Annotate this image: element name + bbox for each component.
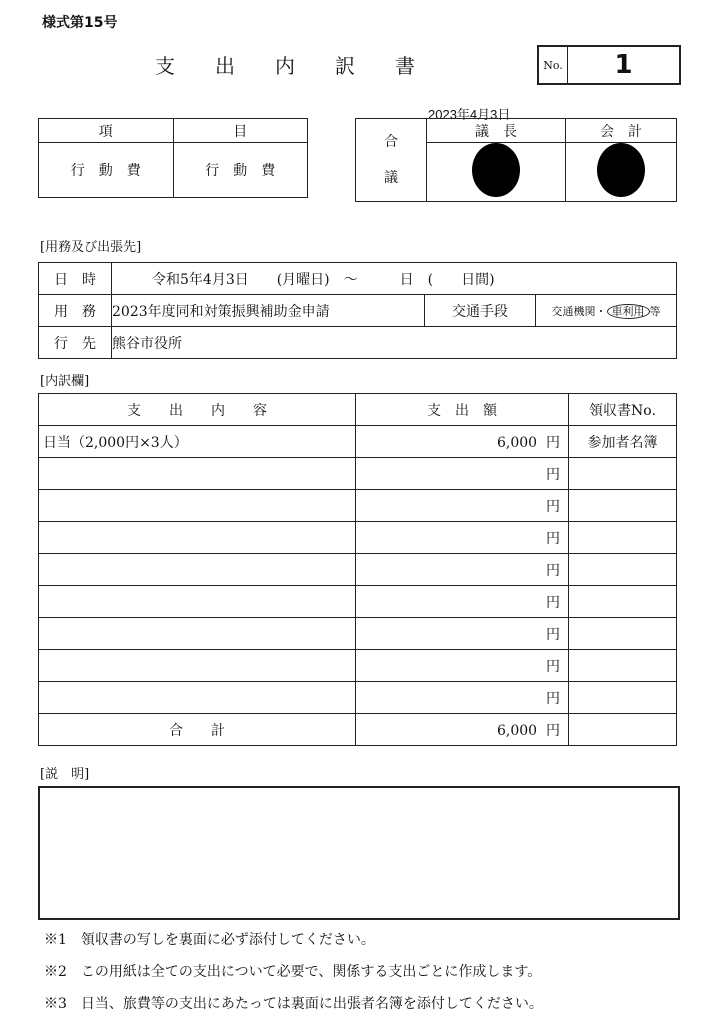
title-char: 書 <box>395 54 415 78</box>
transport-option-etc: 等 <box>649 304 661 318</box>
detail-row <box>39 426 677 458</box>
transport-options <box>536 295 677 327</box>
detail-unit: 円 <box>546 562 560 579</box>
title-char: 内 <box>275 54 295 78</box>
role-accounting: 会 計 <box>566 119 677 143</box>
detail-amount-cell <box>356 426 569 458</box>
transport-label: 交通手段 <box>425 295 536 327</box>
note-3: ※3 日当、旅費等の支出にあたっては裏面に出張者名簿を添付してください。 <box>44 996 543 1012</box>
detail-header-content: 支 出 内 容 <box>39 394 356 426</box>
detail-row <box>39 618 677 650</box>
datetime-value: 令和5年4月3日 (月曜日) ～ 日 ( 日間) <box>112 263 677 295</box>
detail-amount-cell <box>356 554 569 586</box>
destination-label: 行 先 <box>39 327 112 359</box>
document-title <box>155 50 455 79</box>
detail-content: 日当（2,000円×3人） <box>39 426 356 458</box>
detail-unit: 円 <box>546 658 560 675</box>
total-label: 合 計 <box>39 714 356 746</box>
total-unit: 円 <box>546 722 560 739</box>
title-char: 支 <box>155 54 175 78</box>
detail-content <box>39 554 356 586</box>
detail-amount-cell <box>356 522 569 554</box>
role-chair: 議 長 <box>427 119 566 143</box>
approval-date: 2023年4月3日 <box>428 107 511 122</box>
number-box <box>537 45 681 85</box>
approval-side-label-2: 議 <box>384 170 398 186</box>
detail-row <box>39 650 677 682</box>
detail-content <box>39 618 356 650</box>
detail-amount-cell <box>356 586 569 618</box>
note-2: ※2 この用紙は全ての支出について必要で、関係する支出ごとに作成します。 <box>44 964 542 980</box>
detail-receipt <box>569 682 677 714</box>
detail-unit: 円 <box>546 466 560 483</box>
detail-amount-cell <box>356 490 569 522</box>
detail-row <box>39 682 677 714</box>
trip-table <box>38 262 677 359</box>
detail-receipt <box>569 586 677 618</box>
category-value-kou: 行 動 費 <box>39 143 174 198</box>
detail-header-amount: 支 出 額 <box>356 394 569 426</box>
chair-seal-icon <box>472 143 520 197</box>
approval-side-label-1: 合 <box>384 134 398 150</box>
explanation-heading: [説 明] <box>40 767 90 782</box>
detail-content <box>39 650 356 682</box>
transport-option-car-selected: 車利用 <box>607 304 650 319</box>
transport-option-public: 交通機関・ <box>551 304 607 318</box>
detail-receipt <box>569 554 677 586</box>
title-char: 出 <box>215 54 235 78</box>
category-header-moku: 目 <box>173 119 308 143</box>
detail-unit: 円 <box>546 530 560 547</box>
detail-section-heading: [内訳欄] <box>40 374 90 389</box>
detail-amount: 6,000 <box>497 434 538 451</box>
detail-table <box>38 393 677 746</box>
detail-unit: 円 <box>546 498 560 515</box>
purpose-value: 2023年度同和対策振興補助金申請 <box>112 295 425 327</box>
detail-receipt <box>569 490 677 522</box>
category-value-moku: 行 動 費 <box>173 143 308 198</box>
detail-row <box>39 586 677 618</box>
total-receipt <box>569 714 677 746</box>
detail-row <box>39 458 677 490</box>
detail-unit: 円 <box>546 626 560 643</box>
detail-amount-cell <box>356 618 569 650</box>
detail-receipt <box>569 650 677 682</box>
detail-receipt <box>569 458 677 490</box>
number-value: 1 <box>614 50 633 80</box>
trip-section-heading: [用務及び出張先] <box>40 240 142 255</box>
title-char: 訳 <box>335 54 355 78</box>
detail-content <box>39 458 356 490</box>
purpose-label: 用 務 <box>39 295 112 327</box>
accounting-seal-cell <box>566 143 677 202</box>
detail-row <box>39 522 677 554</box>
detail-content <box>39 682 356 714</box>
total-amount-cell <box>356 714 569 746</box>
note-1: ※1 領収書の写しを裏面に必ず添付してください。 <box>44 932 375 948</box>
detail-amount-cell <box>356 682 569 714</box>
detail-row <box>39 554 677 586</box>
category-table <box>38 118 308 198</box>
category-header-kou: 項 <box>39 119 174 143</box>
detail-receipt <box>569 618 677 650</box>
accounting-seal-icon <box>597 143 645 197</box>
detail-amount-cell <box>356 458 569 490</box>
destination-value: 熊谷市役所 <box>112 327 677 359</box>
datetime-label: 日 時 <box>39 263 112 295</box>
detail-unit: 円 <box>546 434 560 451</box>
detail-header-receipt: 領収書No. <box>569 394 677 426</box>
detail-amount-cell <box>356 650 569 682</box>
detail-content <box>39 490 356 522</box>
chair-seal-cell <box>427 143 566 202</box>
detail-receipt: 参加者名簿 <box>569 426 677 458</box>
detail-receipt <box>569 522 677 554</box>
total-amount: 6,000 <box>497 722 538 739</box>
number-label: No. <box>539 47 568 83</box>
detail-content <box>39 586 356 618</box>
explanation-box <box>38 786 680 920</box>
detail-content <box>39 522 356 554</box>
detail-row <box>39 490 677 522</box>
detail-unit: 円 <box>546 594 560 611</box>
form-number: 様式第15号 <box>42 15 118 31</box>
approval-table <box>355 118 677 202</box>
detail-unit: 円 <box>546 690 560 707</box>
